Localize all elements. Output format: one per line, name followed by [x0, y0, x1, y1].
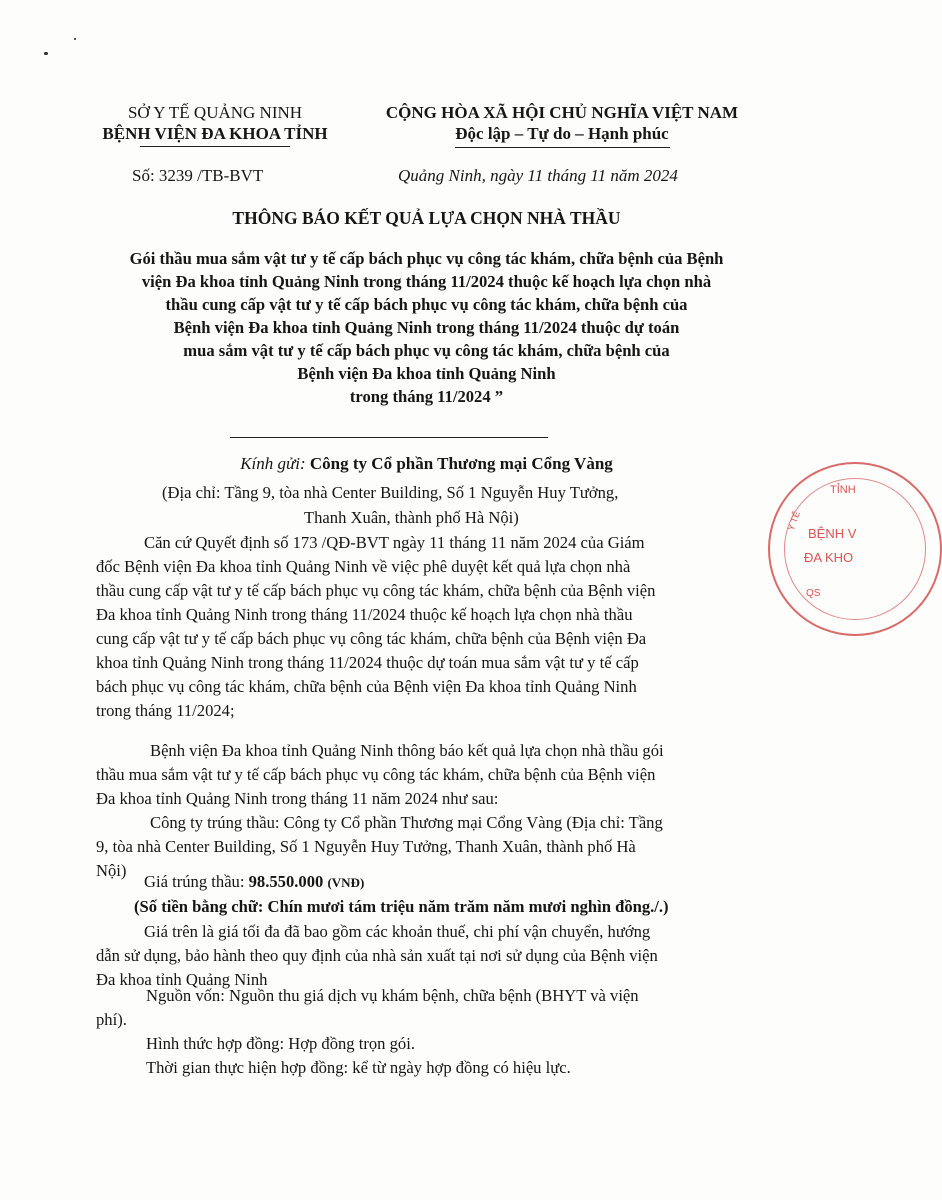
price-in-words: (Số tiền bằng chữ: Chín mươi tám triệu năm trăm năm mươi nghìn đồng./.)	[134, 897, 669, 916]
stamp-text-bottom: QS	[806, 588, 821, 599]
document-date: Quảng Ninh, ngày 11 tháng 11 năm 2024	[398, 166, 678, 185]
contract-type: Hình thức hợp đồng: Hợp đồng trọn gói.	[146, 1034, 415, 1053]
price-value: 98.550.000	[248, 872, 324, 891]
recipient-block	[0, 454, 853, 474]
dept-name: SỞ Y TẾ QUẢNG NINH	[127, 103, 303, 122]
subtitle-line: thầu cung cấp vật tư y tế cấp bách phục vụ công tác khám, chữa bệnh của	[165, 295, 688, 314]
title-divider	[230, 437, 548, 438]
recipient-address: Thanh Xuân, thành phố Hà Nội)	[304, 508, 519, 527]
price-unit: (VNĐ)	[327, 875, 365, 890]
subtitle-line: trong tháng 11/2024 ”	[349, 387, 504, 406]
subtitle-line: Gói thầu mua sắm vật tư y tế cấp bách phục vụ công tác khám, chữa bệnh của Bệnh	[129, 249, 724, 268]
hospital-name: BỆNH VIỆN ĐA KHOA TỈNH	[102, 124, 328, 143]
body-line: Bệnh viện Đa khoa tỉnh Quảng Ninh thông báo kết quả lựa chọn nhà thầu gói	[150, 741, 664, 760]
body-line: đốc Bệnh viện Đa khoa tỉnh Quảng Ninh về việc phê duyệt kết quả lựa chọn nhà	[96, 557, 631, 576]
price-line	[144, 872, 364, 892]
note-line: Giá trên là giá tối đa đã bao gồm các khoản thuế, chi phí vận chuyển, hướng	[144, 922, 651, 941]
subtitle-line: Bệnh viện Đa khoa tỉnh Quảng Ninh trong tháng 11/2024 thuộc dự toán	[173, 318, 680, 337]
subtitle-line: Bệnh viện Đa khoa tỉnh Quảng Ninh	[297, 364, 556, 383]
body-line: Đa khoa tỉnh Quảng Ninh trong tháng 11/2024 thuộc kế hoạch lựa chọn nhà thầu	[96, 605, 633, 624]
winner-line: Công ty trúng thầu: Công ty Cổ phần Thương mại Cổng Vàng (Địa chỉ: Tầng	[150, 813, 663, 832]
funding-line: phí).	[96, 1010, 127, 1029]
body-line: khoa tỉnh Quảng Ninh trong tháng 11/2024 thuộc dự toán mua sắm vật tư y tế cấp	[96, 653, 639, 672]
note-line: dẫn sử dụng, bảo hành theo quy định của nhà sản xuất tại nơi sử dụng của Bệnh viện	[96, 946, 658, 965]
stamp-text-left: Y TẾ	[785, 510, 802, 532]
subtitle-line: mua sắm vật tư y tế cấp bách phục vụ công tác khám, chữa bệnh của	[183, 341, 670, 360]
body-line: bách phục vụ công tác khám, chữa bệnh của Bệnh viện Đa khoa tỉnh Quảng Ninh	[96, 677, 637, 696]
scan-speck	[74, 38, 76, 40]
body-line: Căn cứ Quyết định số 173 /QĐ-BVT ngày 11 tháng 11 năm 2024 của Giám	[144, 533, 645, 552]
body-line: thầu cung cấp vật tư y tế cấp bách phục vụ công tác khám, chữa bệnh của Bệnh viện	[96, 581, 656, 600]
note-line: Đa khoa tỉnh Quảng Ninh	[96, 970, 268, 989]
funding-line: Nguồn vốn: Nguồn thu giá dịch vụ khám bệnh, chữa bệnh (BHYT và viện	[146, 986, 639, 1005]
recipient-label: Kính gửi:	[240, 454, 306, 473]
stamp-text-line2: ĐA KHO	[804, 550, 854, 565]
document-number: Số: 3239 /TB-BVT	[132, 166, 264, 185]
subtitle-line: viện Đa khoa tỉnh Quảng Ninh trong tháng 11/2024 thuộc kế hoạch lựa chọn nhà	[141, 272, 712, 291]
motto: Độc lập – Tự do – Hạnh phúc	[455, 124, 669, 143]
official-stamp	[768, 462, 942, 636]
contract-time: Thời gian thực hiện hợp đồng: kể từ ngày hợp đồng có hiệu lực.	[146, 1058, 571, 1077]
page-title: THÔNG BÁO KẾT QUẢ LỰA CHỌN NHÀ THẦU	[232, 208, 621, 228]
motto-underline	[455, 147, 670, 148]
hospital-underline	[140, 146, 290, 147]
scan-speck	[44, 52, 48, 55]
winner-line: 9, tòa nhà Center Building, Số 1 Nguyễn Huy Tưởng, Thanh Xuân, thành phố Hà	[96, 837, 636, 856]
recipient-address: (Địa chỉ: Tầng 9, tòa nhà Center Building, Số 1 Nguyễn Huy Tưởng,	[162, 483, 619, 502]
body-line: thầu mua sắm vật tư y tế cấp bách phục vụ công tác khám, chữa bệnh của Bệnh viện	[96, 765, 656, 784]
winner-line: Nội)	[96, 861, 127, 880]
body-line: trong tháng 11/2024;	[96, 701, 235, 720]
nation-name: CỘNG HÒA XÃ HỘI CHỦ NGHĨA VIỆT NAM	[385, 103, 739, 122]
body-line: cung cấp vật tư y tế cấp bách phục vụ công tác khám, chữa bệnh của Bệnh viện Đa	[96, 629, 647, 648]
price-label: Giá trúng thầu:	[144, 872, 245, 891]
recipient-name: Công ty Cổ phần Thương mại Cổng Vàng	[309, 454, 613, 473]
stamp-text-top: TỈNH	[830, 484, 856, 496]
body-line: Đa khoa tỉnh Quảng Ninh trong tháng 11 năm 2024 như sau:	[96, 789, 499, 808]
stamp-text-line1: BỆNH V	[808, 526, 857, 541]
